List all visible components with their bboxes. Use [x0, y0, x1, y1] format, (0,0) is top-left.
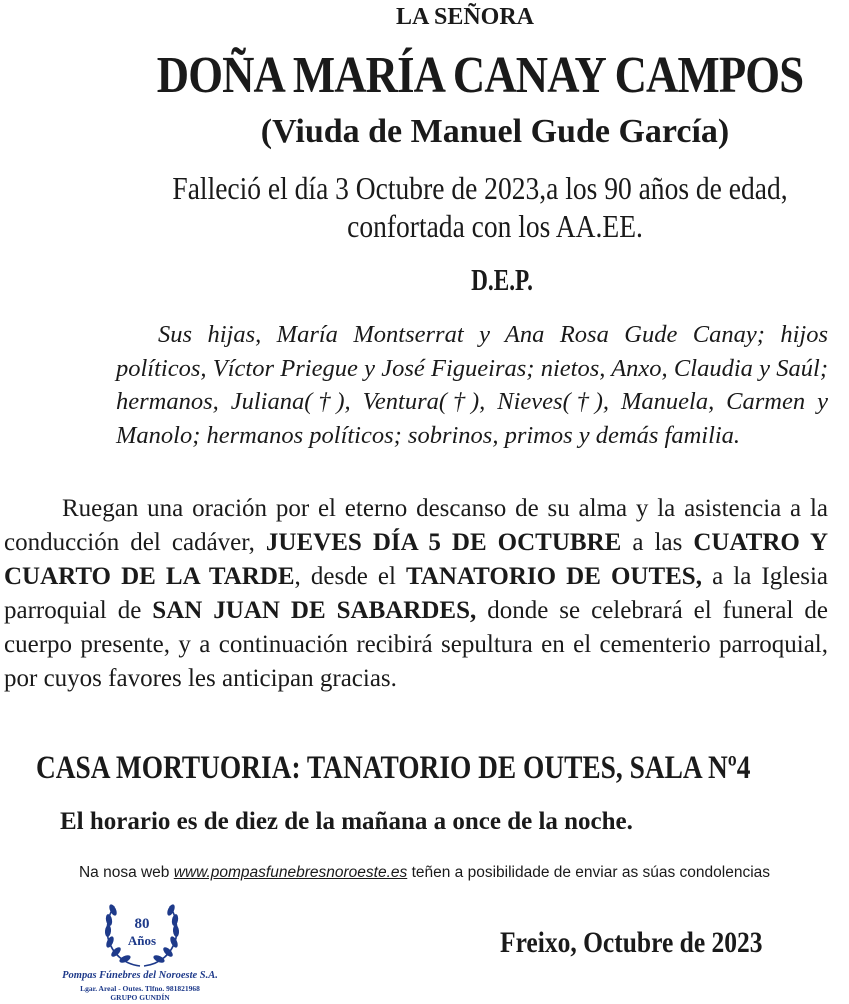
logo-address: Lgar. Areal - Outes. Tlfno. 981821968 — [80, 984, 200, 993]
family-paragraph: Sus hijas, María Montserrat y Ana Rosa Gude Canay; hijos políticos, Víctor Priegue y José Figueiras; nietos, Anxo, Claudia y Saúl; hermanos, Juliana(†), Ventura(†), Nieves(†), Manuela, Carmen y Manolo; hermanos políticos; sobrinos, primos y demás familia. — [116, 321, 828, 449]
web-condolences-line — [0, 864, 849, 882]
body-text-1: Ruegan una oración por el eterno descanso de su alma y la asistencia a la conducción del cadáver, — [4, 495, 828, 556]
casa-mortuoria: CASA MORTUORIA: TANATORIO DE OUTES, SALA Nº4 — [36, 750, 751, 786]
body-text-2: a las — [632, 529, 683, 556]
company-logo — [32, 898, 248, 1004]
body-bold-church: SAN JUAN DE SABARDES, — [152, 597, 477, 624]
place-and-date: Freixo, Octubre de 2023 — [500, 926, 763, 959]
title-la-senora: LA SEÑORA — [395, 4, 535, 30]
web-prefix: Na nosa web — [78, 864, 170, 881]
logo-badge-word: Años — [127, 933, 157, 948]
laurel-wreath-icon — [100, 898, 184, 970]
body-bold-date: JUEVES DÍA 5 DE OCTUBRE — [265, 529, 622, 556]
logo-badge-number: 80 — [134, 916, 150, 932]
death-notice-line-2: confortada con los AA.EE. — [347, 208, 643, 244]
website-link[interactable]: www.pompasfunebresnoroeste.es — [173, 864, 408, 881]
logo-group: GRUPO GUNDÍN — [110, 993, 170, 1002]
body-text-5: donde se celebrará el funeral de cuerpo presente, y a continuación recibirá sepultura en el cementerio parroquial, por cuyos favores les anticipan gracias. — [4, 597, 829, 692]
dep-heading: D.E.P. — [471, 262, 533, 297]
visiting-hours: El horario es de diez de la mañana a once de la noche. — [60, 808, 633, 835]
death-notice-line-1: Falleció el día 3 Octubre de 2023,a los 90 años de edad, — [172, 170, 788, 206]
body-bold-tanatorio: TANATORIO DE OUTES, — [406, 563, 702, 590]
web-suffix: teñen a posibilidade de enviar as súas condolencias — [411, 864, 771, 881]
deceased-name: DOÑA MARÍA CANAY CAMPOS — [156, 47, 804, 104]
body-text-3: , desde el — [294, 563, 396, 590]
body-text-4: a la Iglesia parroquial de — [4, 563, 829, 624]
widow-line: (Viuda de Manuel Gude García) — [260, 113, 730, 150]
ceremony-paragraph — [4, 492, 828, 696]
body-bold-time: CUATRO Y CUARTO DE LA TARDE — [4, 529, 829, 590]
logo-company-name: Pompas Fúnebres del Noroeste S.A. — [62, 970, 218, 981]
